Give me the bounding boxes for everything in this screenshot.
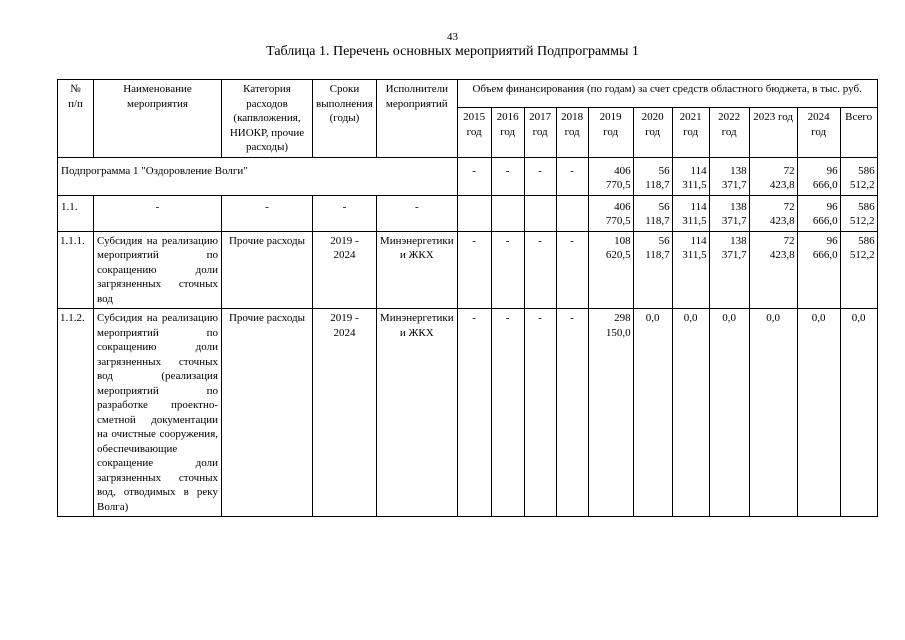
value-cell: 0,0 [672,309,709,517]
value-cell: 114 311,5 [672,195,709,231]
value-cell: - [524,309,556,517]
value-cell: 0,0 [633,309,672,517]
value-cell: 0,0 [797,309,840,517]
row-category: Прочие расходы [222,309,313,517]
header-year: 2017 год [524,108,556,157]
value-cell [556,195,588,231]
value-cell: 586 512,2 [840,195,877,231]
value-cell: 406 770,5 [588,157,633,195]
value-cell: 138 371,7 [709,195,749,231]
table-title: Таблица 1. Перечень основных мероприятий Подпрограммы 1 [266,44,639,59]
value-cell: - [491,231,524,309]
header-year: 2016 год [491,108,524,157]
value-cell: 114 311,5 [672,157,709,195]
value-cell: 108 620,5 [588,231,633,309]
row-executor: - [376,195,457,231]
row-name: Субсидия на реализацию мероприятий по сокращению доли загрязненных сточных вод [94,231,222,309]
value-cell: - [491,157,524,195]
activities-table [57,79,878,517]
header-year: 2021 год [672,108,709,157]
header-row-1 [58,80,878,108]
header-terms: Сроки выполнения (годы) [313,80,377,158]
value-cell: - [556,309,588,517]
value-cell: - [457,309,491,517]
row-category: Прочие расходы [222,231,313,309]
value-cell: 586 512,2 [840,231,877,309]
row-name: Субсидия на реализацию мероприятий по сокращению доли загрязненных сточных вод (реализация мероприятий по разработке проектно-сметной документации на очистные сооружения, обеспечивающие сокращение доли загрязненных сточных вод, отводимых в реку Волга) [94,309,222,517]
row-num: 1.1. [58,195,94,231]
value-cell: 0,0 [749,309,797,517]
header-year: 2023 год [749,108,797,157]
header-year: 2020 год [633,108,672,157]
value-cell: - [524,157,556,195]
row-category: - [222,195,313,231]
value-cell: 56 118,7 [633,157,672,195]
value-cell: - [457,157,491,195]
value-cell: 72 423,8 [749,195,797,231]
table-row [58,195,878,231]
header-year: 2015 год [457,108,491,157]
value-cell: - [457,231,491,309]
value-cell: 298 150,0 [588,309,633,517]
value-cell: 96 666,0 [797,195,840,231]
value-cell: - [556,231,588,309]
row-terms: - [313,195,377,231]
header-year: 2024 год [797,108,840,157]
value-cell [524,195,556,231]
row-executor: Минэнергетики и ЖКХ [376,309,457,517]
row-num: 1.1.1. [58,231,94,309]
header-name: Наименование мероприятия [94,80,222,158]
page-number: 43 [447,31,458,43]
header-funding: Объем финансирования (по годам) за счет средств областного бюджета, в тыс. руб. [457,80,877,108]
header-year: 2019 год [588,108,633,157]
value-cell: 72 423,8 [749,157,797,195]
row-name: - [94,195,222,231]
value-cell: 0,0 [840,309,877,517]
row-terms: 2019 - 2024 [313,231,377,309]
value-cell: 56 118,7 [633,231,672,309]
value-cell: 138 371,7 [709,231,749,309]
value-cell: 406 770,5 [588,195,633,231]
value-cell: - [491,309,524,517]
value-cell: 114 311,5 [672,231,709,309]
table-row [58,231,878,309]
value-cell [491,195,524,231]
header-year: 2022 год [709,108,749,157]
row-executor: Минэнергетики и ЖКХ [376,231,457,309]
row-num: 1.1.2. [58,309,94,517]
header-year: 2018 год [556,108,588,157]
value-cell: 0,0 [709,309,749,517]
value-cell: 72 423,8 [749,231,797,309]
value-cell: 138 371,7 [709,157,749,195]
header-num: № п/п [58,80,94,158]
header-total: Всего [840,108,877,157]
table-row [58,309,878,517]
header-executor: Исполнители мероприятий [376,80,457,158]
subprogram-row [58,157,878,195]
value-cell: 96 666,0 [797,231,840,309]
value-cell: 96 666,0 [797,157,840,195]
header-category: Категория расходов (капвложения, НИОКР, прочие расходы) [222,80,313,158]
subprogram-label: Подпрограмма 1 "Оздоровление Волги" [58,157,458,195]
value-cell: - [524,231,556,309]
value-cell: 56 118,7 [633,195,672,231]
row-terms: 2019 - 2024 [313,309,377,517]
value-cell: 586 512,2 [840,157,877,195]
value-cell [457,195,491,231]
value-cell: - [556,157,588,195]
